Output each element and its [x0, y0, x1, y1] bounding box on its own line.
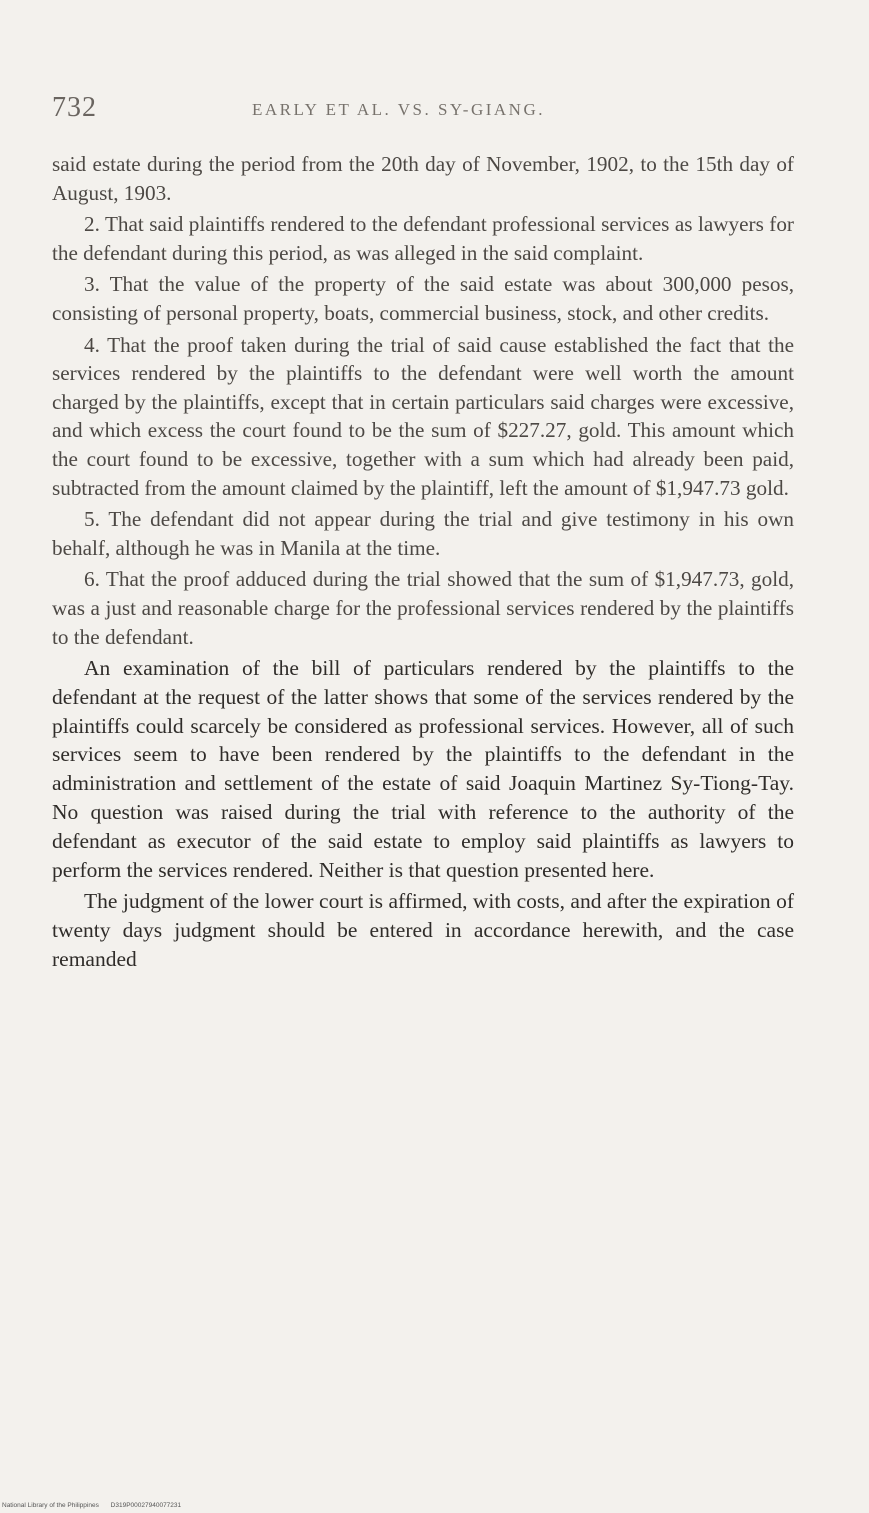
- running-head: EARLY ET AL. VS. SY-GIANG.: [252, 100, 545, 119]
- scan-footer: [2, 1502, 191, 1509]
- paragraph: 5. The defendant did not appear during the trial and give testimony in his own behalf, although he was in Manila at the time.: [52, 507, 794, 560]
- page-number: 732: [52, 92, 97, 123]
- paragraph: 2. That said plaintiffs rendered to the defendant professional services as lawyers for the defendant during this period, as was alleged in the said complaint.: [52, 212, 794, 265]
- paragraph: 3. That the value of the property of the said estate was about 300,000 pesos, consisting of personal property, boats, commercial business, stock, and other credits.: [52, 272, 794, 325]
- paragraph: An examination of the bill of particulars rendered by the plaintiffs to the defendant at the request of the latter shows that some of the services rendered by the plaintiffs could scarcely be considered as professional services. However, all of such services seem to have been rendered by the plaintiffs to the defendant in the administration and settlement of the estate of said Joaquin Martinez Sy-Tiong-Tay. No question was raised during the trial with reference to the authority of the defendant as executor of the said estate to employ said plaintiffs as lawyers to perform the services rendered. Neither is that question presented here.: [52, 656, 794, 882]
- paragraph: 6. That the proof adduced during the trial showed that the sum of $1,947.73, gold, was a just and reasonable charge for the professional services rendered by the plaintiffs to the defendant.: [52, 567, 794, 649]
- library-name: National Library of the Philippines: [2, 1502, 99, 1509]
- scan-id: D319P00027940077231: [110, 1502, 182, 1509]
- paragraph: The judgment of the lower court is affirmed, with costs, and after the expiration of twenty days judgment should be entered in accordance herewith, and the case remanded: [52, 889, 794, 972]
- paragraph: 4. That the proof taken during the trial of said cause established the fact that the services rendered by the plaintiffs to the defendant were well worth the amount charged by the plaintiffs, except that in certain particulars said charges were excessive, and which excess the court found to be the sum of $227.27, gold. This amount which the court found to be excessive, together with a sum which had already been paid, subtracted from the amount claimed by the plaintiff, left the amount of $1,947.73 gold.: [52, 332, 794, 500]
- body-text: [52, 150, 794, 977]
- paragraph: said estate during the period from the 20th day of November, 1902, to the 15th day of August, 1903.: [52, 152, 794, 205]
- page-header: [52, 92, 792, 132]
